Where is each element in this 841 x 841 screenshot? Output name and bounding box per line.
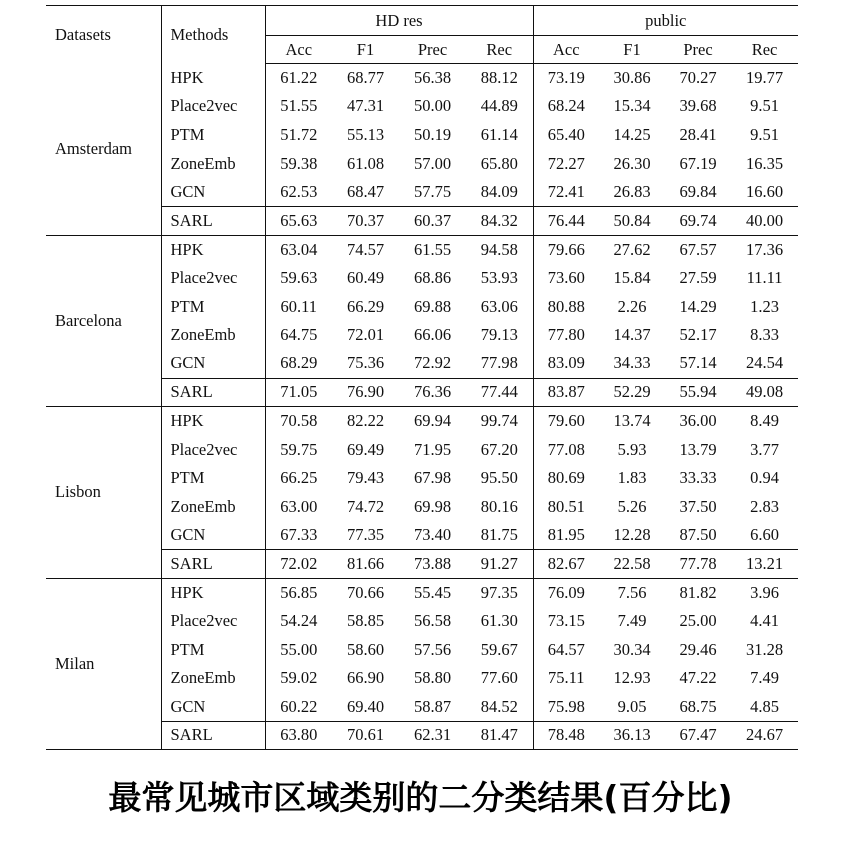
- metric-value-cell: 39.68: [679, 96, 717, 116]
- metric-value-cell: 76.09: [547, 582, 585, 602]
- metric-value-cell: 50.00: [413, 96, 452, 116]
- method-cell: HPK: [161, 64, 265, 93]
- header-group-public: public: [533, 6, 798, 36]
- metric-value-cell: 87.50: [679, 525, 717, 545]
- metric-value-cell: 77.60: [466, 664, 533, 693]
- metric-value-cell: 69.74: [665, 206, 731, 235]
- metric-value-cell: 58.60: [346, 639, 385, 659]
- metric-value-cell: 76.90: [332, 378, 399, 407]
- figure-caption: 最常见城市区域类别的二分类结果(百分比): [108, 778, 733, 817]
- method-cell: ZoneEmb: [161, 664, 265, 693]
- metric-value-cell: 56.85: [280, 582, 318, 602]
- metric-value-cell: 52.29: [599, 378, 665, 407]
- metric-value-cell: 63.06: [466, 292, 533, 321]
- metric-value-cell: 99.74: [466, 407, 533, 436]
- metric-value-cell: 67.19: [679, 153, 717, 173]
- metric-value-cell: 3.77: [750, 439, 779, 459]
- metric-value-cell: 61.55: [413, 239, 452, 259]
- method-cell: ZoneEmb: [161, 149, 265, 178]
- metric-value-cell: 5.93: [617, 439, 647, 459]
- metric-value-cell: 27.62: [613, 239, 651, 259]
- metric-value-cell: 50.19: [413, 124, 452, 144]
- metric-value-cell: 68.75: [679, 696, 717, 716]
- metric-value-cell: 66.06: [413, 325, 452, 345]
- metric-value-cell: 13.21: [731, 550, 798, 579]
- header-metric: F1: [599, 36, 665, 64]
- metric-value-cell: 7.56: [617, 582, 647, 602]
- metric-value-cell: 57.00: [413, 153, 452, 173]
- metric-value-cell: 16.35: [745, 153, 784, 173]
- metric-value-cell: 91.27: [466, 550, 533, 579]
- metric-value-cell: 37.50: [679, 496, 717, 516]
- metric-value-cell: 15.84: [613, 267, 651, 287]
- metric-value-cell: 70.27: [679, 68, 717, 88]
- metric-value-cell: 77.44: [466, 378, 533, 407]
- metric-value-cell: 2.83: [750, 496, 779, 516]
- metric-value-cell: 24.54: [745, 353, 784, 373]
- table-row: [46, 407, 798, 436]
- metric-value-cell: 58.80: [413, 668, 452, 688]
- metric-value-cell: 7.49: [617, 611, 647, 631]
- metric-value-cell: 49.08: [731, 378, 798, 407]
- metric-value-cell: 71.95: [413, 439, 452, 459]
- metric-value-cell: 80.88: [547, 296, 585, 316]
- table-row: [46, 578, 798, 607]
- metric-value-cell: 29.46: [679, 639, 717, 659]
- metric-value-cell: 80.51: [547, 496, 585, 516]
- metric-value-cell: 73.15: [547, 611, 585, 631]
- metric-value-cell: 94.58: [466, 235, 533, 264]
- metric-value-cell: 79.60: [547, 411, 585, 431]
- metric-value-cell: 63.00: [280, 496, 318, 516]
- header-group-hd-res: HD res: [265, 6, 533, 36]
- metric-value-cell: 72.92: [413, 353, 452, 373]
- metric-value-cell: 44.89: [466, 92, 533, 121]
- metric-value-cell: 55.45: [413, 582, 452, 602]
- metric-value-cell: 57.75: [413, 181, 452, 201]
- metric-value-cell: 68.47: [346, 181, 385, 201]
- metric-value-cell: 26.83: [613, 181, 651, 201]
- metric-value-cell: 82.67: [533, 550, 599, 579]
- metric-value-cell: 77.80: [547, 325, 585, 345]
- metric-value-cell: 69.88: [413, 296, 452, 316]
- metric-value-cell: 14.25: [613, 124, 651, 144]
- metric-value-cell: 77.35: [346, 525, 385, 545]
- metric-value-cell: 59.63: [280, 267, 318, 287]
- metric-value-cell: 68.77: [346, 68, 385, 88]
- metric-value-cell: 67.33: [280, 525, 318, 545]
- metric-value-cell: 60.37: [399, 206, 466, 235]
- metric-value-cell: 17.36: [745, 239, 784, 259]
- metric-value-cell: 40.00: [731, 206, 798, 235]
- metric-value-cell: 47.31: [346, 96, 385, 116]
- metric-value-cell: 80.16: [466, 492, 533, 521]
- metric-value-cell: 34.33: [613, 353, 651, 373]
- header-metric: Rec: [466, 36, 533, 64]
- metric-value-cell: 60.49: [346, 267, 385, 287]
- metric-value-cell: 77.08: [547, 439, 585, 459]
- metric-value-cell: 55.94: [665, 378, 731, 407]
- metric-value-cell: 59.38: [280, 153, 318, 173]
- metric-value-cell: 95.50: [466, 464, 533, 493]
- metric-value-cell: 27.59: [679, 267, 717, 287]
- metric-value-cell: 1.23: [750, 296, 779, 316]
- metric-value-cell: 47.22: [679, 668, 717, 688]
- metric-value-cell: 68.29: [280, 353, 318, 373]
- dataset-label: Lisbon: [46, 407, 161, 579]
- metric-value-cell: 36.13: [599, 721, 665, 750]
- method-cell: Place2vec: [161, 435, 265, 464]
- metric-value-cell: 76.44: [533, 206, 599, 235]
- metric-value-cell: 5.26: [617, 496, 647, 516]
- metric-value-cell: 61.30: [466, 607, 533, 636]
- metric-value-cell: 66.25: [280, 468, 318, 488]
- metric-value-cell: 56.38: [413, 68, 452, 88]
- metric-value-cell: 77.78: [665, 550, 731, 579]
- method-cell: PTM: [161, 464, 265, 493]
- metric-value-cell: 72.01: [346, 325, 385, 345]
- metric-value-cell: 73.40: [413, 525, 452, 545]
- metric-value-cell: 69.49: [346, 439, 385, 459]
- metric-value-cell: 70.66: [346, 582, 385, 602]
- metric-value-cell: 28.41: [679, 124, 717, 144]
- metric-value-cell: 73.19: [547, 68, 585, 88]
- metric-value-cell: 59.67: [466, 635, 533, 664]
- metric-value-cell: 57.56: [413, 639, 452, 659]
- metric-value-cell: 59.75: [280, 439, 318, 459]
- metric-value-cell: 55.00: [280, 639, 318, 659]
- metric-value-cell: 12.93: [613, 668, 651, 688]
- metric-value-cell: 63.80: [265, 721, 332, 750]
- metric-value-cell: 54.24: [280, 611, 318, 631]
- metric-value-cell: 55.13: [346, 124, 385, 144]
- metric-value-cell: 22.58: [599, 550, 665, 579]
- metric-value-cell: 51.72: [280, 124, 318, 144]
- metric-value-cell: 33.33: [679, 468, 717, 488]
- metric-value-cell: 79.43: [346, 468, 385, 488]
- metric-value-cell: 66.90: [346, 668, 385, 688]
- dataset-label: Milan: [46, 578, 161, 750]
- metric-value-cell: 81.75: [466, 521, 533, 550]
- metric-value-cell: 71.05: [265, 378, 332, 407]
- metric-value-cell: 69.40: [346, 696, 385, 716]
- metric-value-cell: 67.98: [413, 468, 452, 488]
- metric-value-cell: 72.27: [547, 153, 585, 173]
- metric-value-cell: 65.80: [466, 149, 533, 178]
- metric-value-cell: 14.29: [679, 296, 717, 316]
- metric-value-cell: 50.84: [599, 206, 665, 235]
- metric-value-cell: 73.60: [547, 267, 585, 287]
- metric-value-cell: 81.82: [679, 582, 717, 602]
- metric-value-cell: 69.84: [679, 181, 717, 201]
- method-cell: SARL: [161, 550, 265, 579]
- method-cell: GCN: [161, 349, 265, 378]
- metric-value-cell: 69.98: [413, 496, 452, 516]
- metric-value-cell: 4.85: [750, 696, 779, 716]
- results-body: [46, 64, 798, 750]
- metric-value-cell: 67.47: [665, 721, 731, 750]
- metric-value-cell: 36.00: [679, 411, 717, 431]
- header-metric: Acc: [265, 36, 332, 64]
- metric-value-cell: 66.29: [346, 296, 385, 316]
- metric-value-cell: 69.94: [413, 411, 452, 431]
- method-cell: HPK: [161, 235, 265, 264]
- metric-value-cell: 78.48: [533, 721, 599, 750]
- metric-value-cell: 60.22: [280, 696, 318, 716]
- method-cell: HPK: [161, 407, 265, 436]
- header-metric: F1: [332, 36, 399, 64]
- metric-value-cell: 83.09: [547, 353, 585, 373]
- metric-value-cell: 24.67: [731, 721, 798, 750]
- metric-value-cell: 67.57: [679, 239, 717, 259]
- metric-value-cell: 58.85: [346, 611, 385, 631]
- metric-value-cell: 74.72: [346, 496, 385, 516]
- metric-value-cell: 2.26: [617, 296, 647, 316]
- metric-value-cell: 31.28: [745, 639, 784, 659]
- method-cell: PTM: [161, 292, 265, 321]
- dataset-label: Barcelona: [46, 235, 161, 407]
- metric-value-cell: 57.14: [679, 353, 717, 373]
- dataset-label: Amsterdam: [46, 64, 161, 236]
- metric-value-cell: 26.30: [613, 153, 651, 173]
- metric-value-cell: 77.98: [466, 349, 533, 378]
- metric-value-cell: 81.66: [332, 550, 399, 579]
- metric-value-cell: 60.11: [280, 296, 317, 316]
- metric-value-cell: 56.58: [413, 611, 452, 631]
- metric-value-cell: 61.22: [280, 68, 318, 88]
- metric-value-cell: 64.57: [547, 639, 585, 659]
- metric-value-cell: 68.86: [413, 267, 452, 287]
- method-cell: SARL: [161, 206, 265, 235]
- metric-value-cell: 12.28: [613, 525, 651, 545]
- metric-value-cell: 79.66: [547, 239, 585, 259]
- metric-value-cell: 84.32: [466, 206, 533, 235]
- metric-value-cell: 81.95: [547, 525, 585, 545]
- method-cell: GCN: [161, 521, 265, 550]
- metric-value-cell: 25.00: [679, 611, 717, 631]
- method-cell: ZoneEmb: [161, 492, 265, 521]
- metric-value-cell: 7.49: [750, 668, 779, 688]
- metric-value-cell: 16.60: [745, 181, 784, 201]
- metric-value-cell: 75.98: [547, 696, 585, 716]
- metric-value-cell: 70.37: [332, 206, 399, 235]
- metric-value-cell: 9.51: [750, 124, 779, 144]
- metric-value-cell: 80.69: [547, 468, 585, 488]
- metric-value-cell: 70.58: [280, 411, 318, 431]
- metric-value-cell: 62.53: [280, 181, 318, 201]
- metric-value-cell: 13.74: [613, 411, 651, 431]
- metric-value-cell: 14.37: [613, 325, 651, 345]
- metric-value-cell: 75.11: [548, 668, 585, 688]
- metric-value-cell: 76.36: [399, 378, 466, 407]
- metric-value-cell: 82.22: [346, 411, 385, 431]
- table-row: [46, 64, 798, 93]
- metric-value-cell: 15.34: [613, 96, 651, 116]
- results-table: [46, 5, 798, 750]
- metric-value-cell: 51.55: [280, 96, 318, 116]
- metric-value-cell: 6.60: [750, 525, 779, 545]
- method-cell: Place2vec: [161, 264, 265, 293]
- metric-value-cell: 9.05: [617, 696, 647, 716]
- metric-value-cell: 88.12: [466, 64, 533, 93]
- metric-value-cell: 72.41: [547, 181, 585, 201]
- header-metric: Prec: [665, 36, 731, 64]
- metric-value-cell: 63.04: [280, 239, 318, 259]
- metric-value-cell: 73.88: [399, 550, 466, 579]
- metric-value-cell: 53.93: [466, 264, 533, 293]
- method-cell: GCN: [161, 178, 265, 207]
- metric-value-cell: 19.77: [745, 68, 784, 88]
- metric-value-cell: 11.11: [746, 267, 783, 287]
- metric-value-cell: 13.79: [679, 439, 717, 459]
- method-cell: HPK: [161, 578, 265, 607]
- method-cell: Place2vec: [161, 92, 265, 121]
- metric-value-cell: 75.36: [346, 353, 385, 373]
- metric-value-cell: 52.17: [679, 325, 717, 345]
- metric-value-cell: 84.09: [466, 178, 533, 207]
- metric-value-cell: 58.87: [413, 696, 452, 716]
- table-row: [46, 235, 798, 264]
- metric-value-cell: 59.02: [280, 668, 318, 688]
- header-metric: Acc: [533, 36, 599, 64]
- method-cell: PTM: [161, 121, 265, 150]
- metric-value-cell: 70.61: [332, 721, 399, 750]
- method-cell: Place2vec: [161, 607, 265, 636]
- metric-value-cell: 61.08: [346, 153, 385, 173]
- metric-value-cell: 67.20: [466, 435, 533, 464]
- method-cell: SARL: [161, 721, 265, 750]
- metric-value-cell: 61.14: [466, 121, 533, 150]
- metric-value-cell: 8.33: [750, 325, 779, 345]
- header-metric: Rec: [731, 36, 798, 64]
- metric-value-cell: 30.86: [613, 68, 651, 88]
- method-cell: PTM: [161, 635, 265, 664]
- metric-value-cell: 72.02: [265, 550, 332, 579]
- metric-value-cell: 0.94: [750, 468, 779, 488]
- metric-value-cell: 65.63: [265, 206, 332, 235]
- header-methods: Methods: [161, 6, 265, 64]
- metric-value-cell: 81.47: [466, 721, 533, 750]
- header-datasets: Datasets: [46, 6, 161, 64]
- method-cell: ZoneEmb: [161, 321, 265, 350]
- metric-value-cell: 62.31: [399, 721, 466, 750]
- method-cell: GCN: [161, 693, 265, 722]
- metric-value-cell: 97.35: [466, 578, 533, 607]
- metric-value-cell: 3.96: [750, 582, 779, 602]
- metric-value-cell: 8.49: [750, 411, 779, 431]
- header-metric: Prec: [399, 36, 466, 64]
- metric-value-cell: 64.75: [280, 325, 318, 345]
- metric-value-cell: 4.41: [750, 611, 779, 631]
- metric-value-cell: 30.34: [613, 639, 651, 659]
- metric-value-cell: 9.51: [750, 96, 779, 116]
- metric-value-cell: 74.57: [346, 239, 385, 259]
- metric-value-cell: 65.40: [547, 124, 585, 144]
- metric-value-cell: 84.52: [466, 693, 533, 722]
- metric-value-cell: 79.13: [466, 321, 533, 350]
- method-cell: SARL: [161, 378, 265, 407]
- metric-value-cell: 68.24: [547, 96, 585, 116]
- metric-value-cell: 83.87: [533, 378, 599, 407]
- metric-value-cell: 1.83: [617, 468, 647, 488]
